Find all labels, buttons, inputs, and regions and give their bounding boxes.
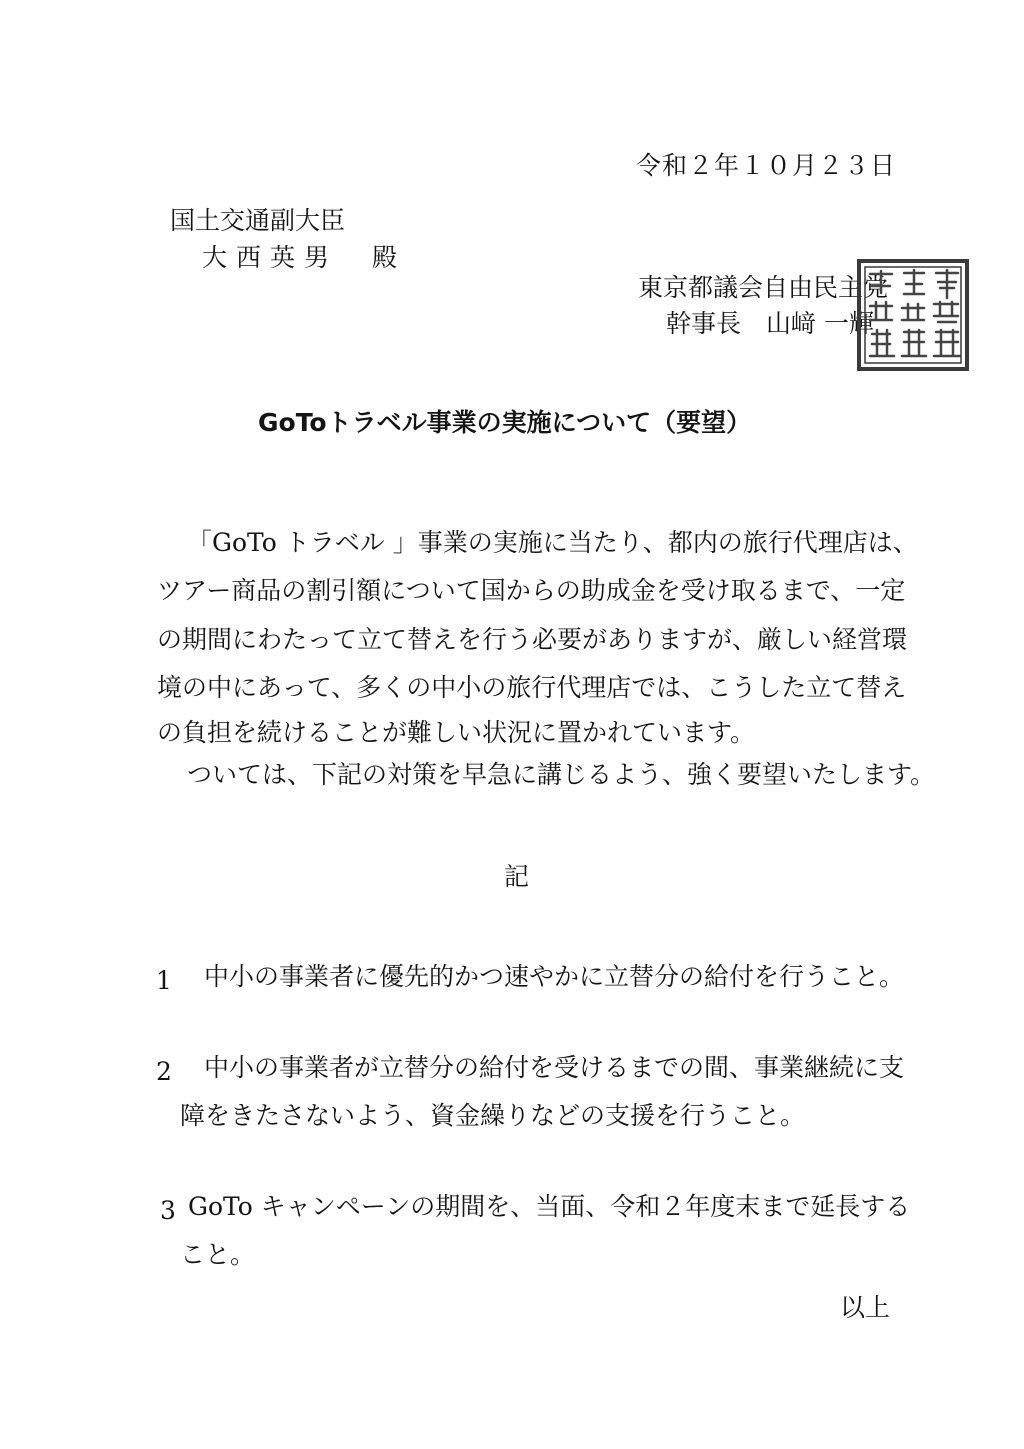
body-paragraph-line: の期間にわたって立て替えを行う必要がありますが、厳しい経営環 [157, 625, 908, 654]
addressee-name: 大西英男 殿 [202, 243, 407, 272]
request-item-text: 中小の事業者が立替分の給付を受けるまでの間、事業継続に支 [204, 1053, 905, 1082]
request-item-number: 1 [156, 966, 172, 995]
ki-heading: 記 [504, 862, 530, 891]
body-paragraph-line: ついては、下記の対策を早急に講じるよう、強く要望いたします。 [187, 760, 936, 789]
sender-role-name: 幹事長 山﨑 一輝 [666, 309, 874, 338]
body-paragraph-line: ツアー商品の割引額について国からの助成金を受け取るまで、一定 [157, 576, 906, 605]
request-item-number: 2 [156, 1057, 172, 1086]
official-seal-stamp [856, 258, 970, 372]
document-date: 令和２年１０月２３日 [636, 151, 897, 180]
request-item-text: こと。 [180, 1240, 256, 1269]
request-item-number: 3 [160, 1196, 176, 1225]
request-item-text: GoTo キャンペーンの期間を、当面、令和２年度末まで延長する [188, 1192, 911, 1221]
document-title: GoToトラベル事業の実施について（要望） [258, 408, 752, 437]
sender-organization: 東京都議会自由民主党 [638, 273, 889, 302]
closing-mark: 以上 [840, 1293, 891, 1322]
addressee-title: 国土交通副大臣 [170, 206, 346, 235]
body-paragraph-line: 「GoTo トラベル 」事業の実施に当たり、都内の旅行代理店は、 [187, 528, 918, 557]
request-item-text: 中小の事業者に優先的かつ速やかに立替分の給付を行うこと。 [204, 962, 905, 991]
request-item-text: 障をきたさないよう、資金繰りなどの支援を行うこと。 [180, 1101, 806, 1130]
body-paragraph-line: の負担を続けることが難しい状況に置かれています。 [157, 718, 756, 747]
body-paragraph-line: 境の中にあって、多くの中小の旅行代理店では、こうした立て替え [157, 673, 907, 702]
